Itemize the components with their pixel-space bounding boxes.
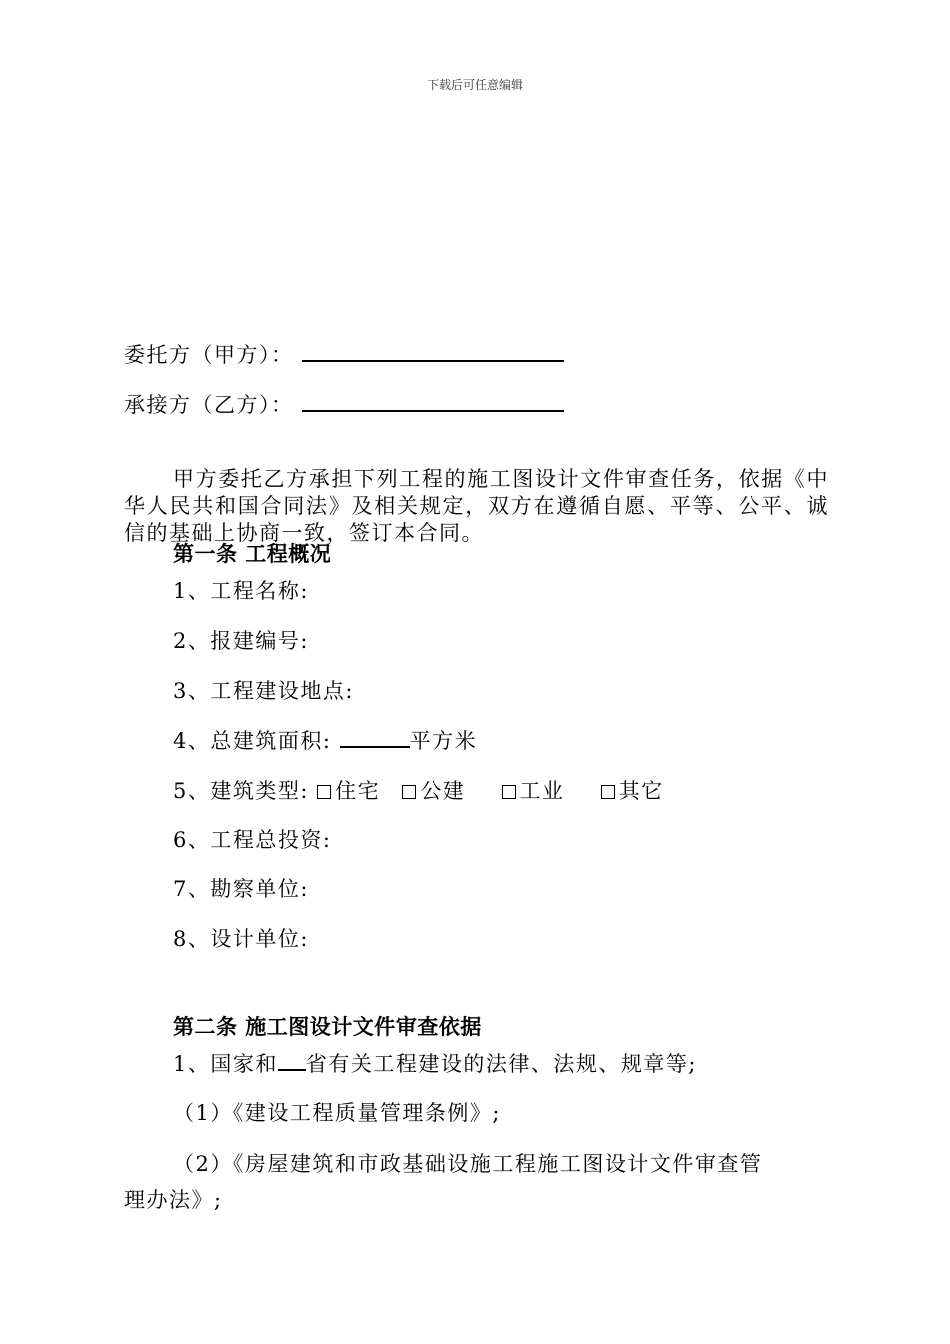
article1-title: 第一条 工程概况 — [173, 541, 332, 566]
article1-item6: 6、工程总投资: — [173, 828, 332, 852]
article2-sub2-line1: （2）《房屋建筑和市政基础设施工程施工图设计文件审查管 — [173, 1152, 763, 1176]
article2-item1 — [173, 1049, 697, 1079]
option-public[interactable]: 公建 — [402, 776, 465, 806]
article2-sub2-line2: 理办法》; — [124, 1188, 223, 1212]
party-b-label: 承接方（乙方）： — [124, 393, 294, 417]
area-unit: 平方米 — [409, 729, 478, 753]
article2-sub1: （1）《建设工程质量管理条例》; — [173, 1101, 501, 1125]
article1-item4 — [173, 726, 477, 756]
party-b-blank[interactable] — [302, 390, 564, 412]
party-a-blank[interactable] — [302, 340, 564, 362]
area-label: 4、总建筑面积: — [173, 729, 332, 753]
checkbox-icon[interactable] — [317, 785, 331, 799]
option-industrial[interactable]: 工业 — [502, 776, 565, 806]
province-blank[interactable] — [278, 1049, 306, 1071]
party-a-line — [124, 340, 564, 370]
article1-item2: 2、报建编号: — [173, 629, 309, 653]
intro-paragraph: 甲方委托乙方承担下列工程的施工图设计文件审查任务，依据《中华人民共和国合同法》及相关规定，双方在遵循自愿、平等、公平、诚信的基础上协商一致，签订本合同。 — [124, 467, 829, 545]
area-blank[interactable] — [340, 726, 410, 748]
building-type-label: 5、建筑类型: — [173, 779, 309, 803]
law-prefix: 1、国家和 — [173, 1052, 278, 1076]
article1-item8: 8、设计单位: — [173, 927, 309, 951]
checkbox-icon[interactable] — [601, 785, 615, 799]
article1-item1: 1、工程名称: — [173, 579, 309, 603]
article1-item7: 7、勘察单位: — [173, 877, 309, 901]
checkbox-icon[interactable] — [402, 785, 416, 799]
option-other[interactable]: 其它 — [601, 776, 664, 806]
checkbox-icon[interactable] — [502, 785, 516, 799]
article2-title: 第二条 施工图设计文件审查依据 — [173, 1014, 482, 1039]
article1-item5 — [173, 776, 678, 806]
party-b-line — [124, 390, 564, 420]
party-a-label: 委托方（甲方）： — [124, 343, 294, 367]
article1-item3: 3、工程建设地点: — [173, 679, 354, 703]
law-suffix: 省有关工程建设的法律、法规、规章等; — [305, 1052, 697, 1076]
page-header: 下载后可任意编辑 — [426, 78, 523, 92]
option-residential[interactable]: 住宅 — [317, 776, 380, 806]
